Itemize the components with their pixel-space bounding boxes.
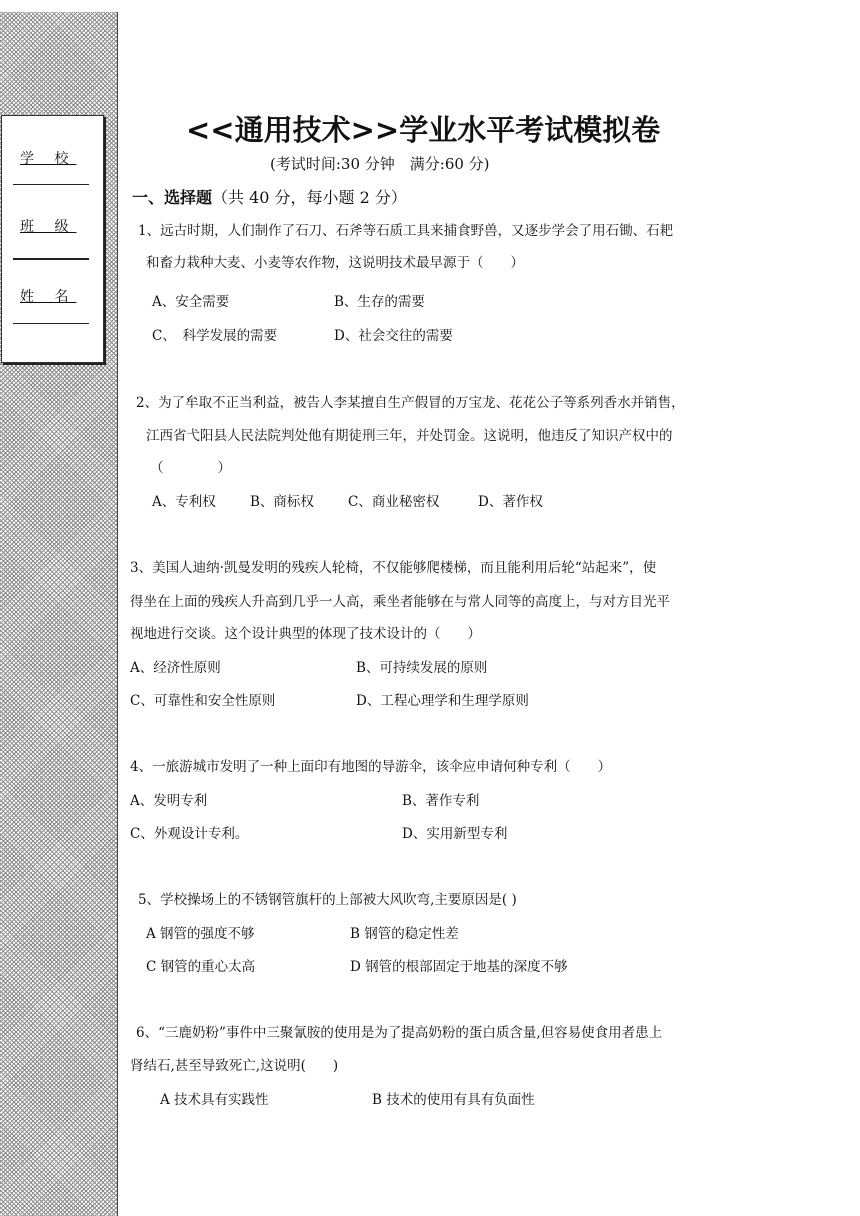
question-3-option-b[interactable]: B、可持续发展的原则 bbox=[356, 660, 488, 676]
question-1-option-a[interactable]: A、安全需要 bbox=[152, 294, 230, 310]
question-4-option-a[interactable]: A、发明专利 bbox=[130, 793, 208, 809]
exam-info: (考试时间:30 分钟 满分:60 分) bbox=[270, 155, 490, 173]
class-blank[interactable] bbox=[13, 258, 89, 260]
student-info-box bbox=[1, 115, 104, 363]
question-6-stem-line-1: 6、“三鹿奶粉”事件中三聚氰胺的使用是为了提高奶粉的蛋白质含量,但容易使食用者患上 bbox=[136, 1025, 663, 1041]
question-1-stem-line-1: 1、远古时期，人们制作了石刀、石斧等石质工具来捕食野兽，又逐步学会了用石锄、石耙 bbox=[138, 223, 674, 239]
class-label: 班 级 bbox=[20, 219, 77, 235]
page-title: <<通用技术>>学业水平考试模拟卷 bbox=[186, 113, 661, 147]
question-2-option-d[interactable]: D、著作权 bbox=[478, 494, 543, 510]
question-1-option-d[interactable]: D、社会交往的需要 bbox=[334, 328, 453, 344]
question-5-stem-line-1: 5、学校操场上的不锈钢管旗杆的上部被大风吹弯,主要原因是( ) bbox=[138, 892, 517, 908]
question-1-option-b[interactable]: B、生存的需要 bbox=[334, 294, 425, 310]
question-3-stem-line-3: 视地进行交谈。这个设计典型的体现了技术设计的（ ） bbox=[130, 626, 481, 642]
question-6-option-b[interactable]: B 技术的使用有具有负面性 bbox=[372, 1092, 535, 1108]
section-heading bbox=[132, 185, 407, 208]
school-label: 学 校 bbox=[20, 151, 77, 167]
section-detail: （共 40 分，每小题 2 分） bbox=[212, 188, 407, 207]
section-title: 一、选择题 bbox=[132, 188, 213, 207]
question-6-option-a[interactable]: A 技术具有实践性 bbox=[160, 1092, 269, 1108]
question-3-stem-line-1: 3、美国人迪纳·凯曼发明的残疾人轮椅，不仅能够爬楼梯，而且能利用后轮“站起来”，使 bbox=[130, 560, 657, 576]
name-label: 姓 名 bbox=[20, 289, 77, 305]
question-2-stem-line-1: 2、为了牟取不正当利益，被告人李某擅自生产假冒的万宝龙、花花公子等系列香水并销售， bbox=[136, 395, 685, 411]
question-4-option-d[interactable]: D、实用新型专利 bbox=[402, 826, 508, 842]
question-1-stem-line-2: 和畜力栽种大麦、小麦等农作物，这说明技术最早源于（ ） bbox=[146, 255, 524, 271]
question-5-option-a[interactable]: A 钢管的强度不够 bbox=[146, 926, 255, 942]
question-3-option-d[interactable]: D、工程心理学和生理学原则 bbox=[356, 693, 529, 709]
question-1-option-c[interactable]: C、 科学发展的需要 bbox=[152, 328, 278, 344]
question-2-stem-line-2: 江西省弋阳县人民法院判处他有期徒刑三年，并处罚金。这说明，他违反了知识产权中的 bbox=[146, 428, 673, 444]
school-blank[interactable] bbox=[13, 184, 89, 185]
question-5-option-d[interactable]: D 钢管的根部固定于地基的深度不够 bbox=[350, 959, 568, 975]
question-2-option-b[interactable]: B、商标权 bbox=[250, 494, 314, 510]
question-5-option-c[interactable]: C 钢管的重心太高 bbox=[146, 959, 256, 975]
question-5-option-b[interactable]: B 钢管的稳定性差 bbox=[350, 926, 459, 942]
question-2-option-a[interactable]: A、专利权 bbox=[152, 494, 216, 510]
question-2-option-c[interactable]: C、商业秘密权 bbox=[348, 494, 440, 510]
question-3-option-a[interactable]: A、经济性原则 bbox=[130, 660, 221, 676]
question-3-option-c[interactable]: C、可靠性和安全性原则 bbox=[130, 693, 276, 709]
question-2-stem-line-3: （ ） bbox=[150, 460, 231, 476]
question-4-stem-line-1: 4、一旅游城市发明了一种上面印有地图的导游伞，该伞应申请何种专利（ ） bbox=[130, 759, 612, 775]
question-3-stem-line-2: 得坐在上面的残疾人升高到几乎一人高，乘坐者能够在与常人同等的高度上，与对方目光平 bbox=[130, 594, 670, 610]
question-4-option-b[interactable]: B、著作专利 bbox=[402, 793, 480, 809]
question-6-stem-line-2: 肾结石,甚至导致死亡,这说明( ) bbox=[130, 1058, 339, 1074]
name-blank[interactable] bbox=[13, 323, 89, 324]
question-4-option-c[interactable]: C、外观设计专利。 bbox=[130, 826, 249, 842]
